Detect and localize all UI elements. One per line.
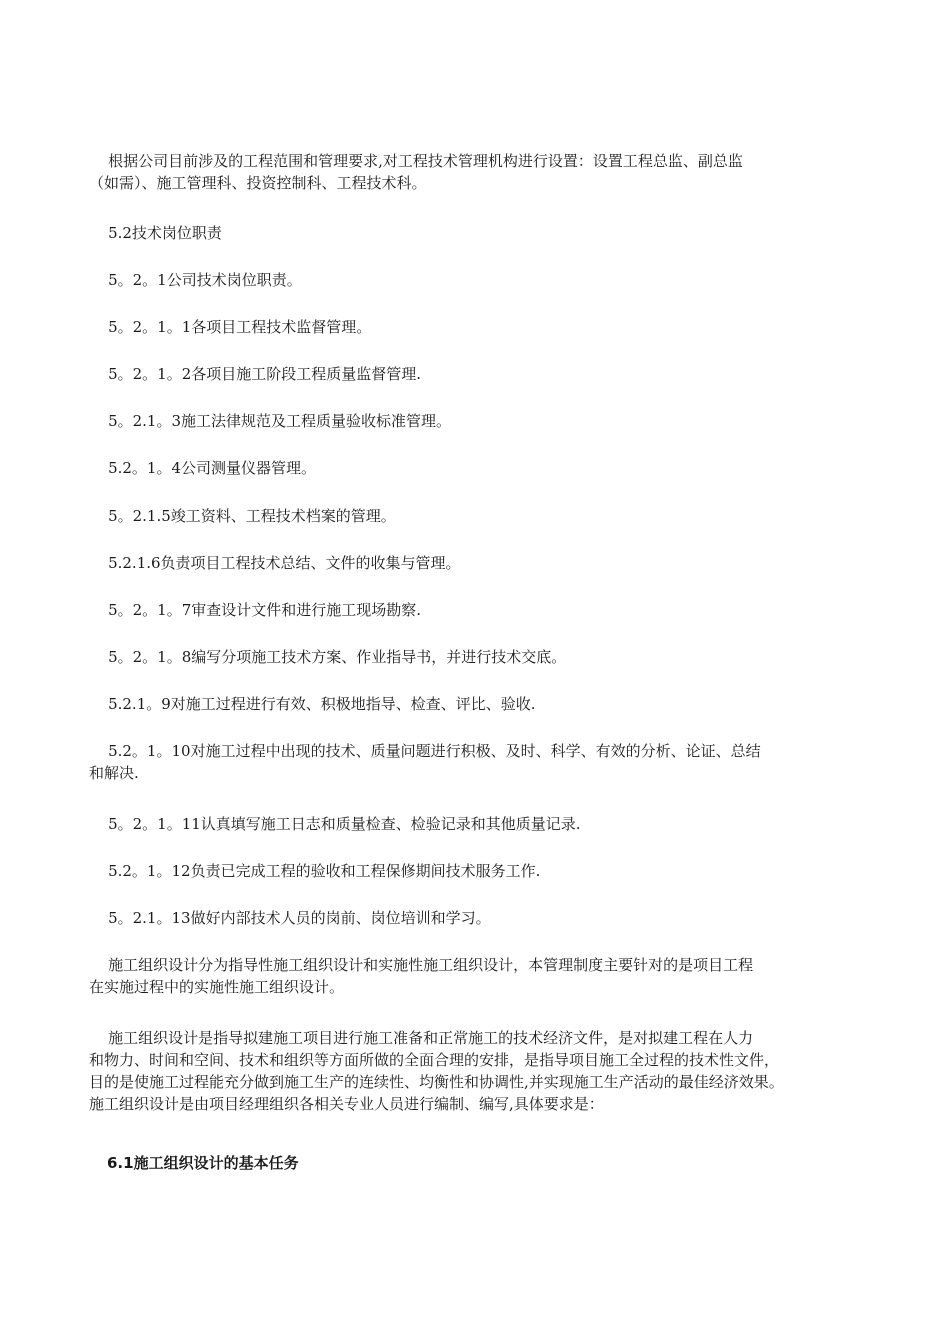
paragraph-5-2-1-2: 5。2。1。2各项目施工阶段工程质量监督管理. bbox=[89, 365, 422, 383]
section-heading-6-1: 6.1施工组织设计的基本任务 bbox=[107, 1154, 299, 1172]
paragraph-5-2-1-5: 5。2.1.5竣工资料、工程技术档案的管理。 bbox=[89, 507, 396, 525]
paragraph-5-2-1-9: 5.2.1。9对施工过程进行有效、积极地指导、检查、评比、验收. bbox=[89, 695, 536, 713]
paragraph-5-2-1-4: 5.2。1。4公司测量仪器管理。 bbox=[89, 459, 317, 477]
paragraph-5-2-1-11: 5。2。1。11认真填写施工日志和质量检查、检验记录和其他质量记录. bbox=[89, 815, 581, 833]
paragraph-5-2-1: 5。2。1公司技术岗位职责。 bbox=[89, 271, 302, 289]
paragraph-5-2-1-6: 5.2.1.6负责项目工程技术总结、文件的收集与管理。 bbox=[89, 554, 461, 572]
paragraph-5-2-1-7: 5。2。1。7审查设计文件和进行施工现场勘察. bbox=[89, 601, 422, 619]
paragraph-5-2: 5.2技术岗位职责 bbox=[89, 224, 222, 242]
paragraph-5-2-1-8: 5。2。1。8编写分项施工技术方案、作业指导书，并进行技术交底。 bbox=[89, 648, 567, 666]
paragraph-intro: 根据公司目前涉及的工程范围和管理要求,对工程技术管理机构进行设置：设置工程总监、副总监 （如需）、施工管理科、投资控制科、工程技术科。 bbox=[89, 152, 743, 192]
paragraph-5-2-1-13: 5。2.1。13做好内部技术人员的岗前、岗位培训和学习。 bbox=[89, 909, 491, 927]
paragraph-5-2-1-10: 5.2。1。10对施工过程中出现的技术、质量问题进行积极、及时、科学、有效的分析、论证、总结 和解决. bbox=[89, 742, 761, 782]
paragraph-design-types: 施工组织设计分为指导性施工组织设计和实施性施工组织设计，本管理制度主要针对的是项目工程 在实施过程中的实施性施工组织设计。 bbox=[89, 956, 754, 996]
paragraph-design-definition: 施工组织设计是指导拟建施工项目进行施工准备和正常施工的技术经济文件，是对拟建工程在人力 和物力、时间和空间、技术和组织等方面所做的全面合理的安排，是指导项目施工全过程的技术性文件， 目的是使施工过程能充分做到施工生产的连续性、均衡性和协调性,并实现施工生产活动的最佳经济效果。 施工组织设计是由项目经理组织各相关专业人员进行编制、编写,具体要求是： bbox=[89, 1029, 784, 1113]
paragraph-5-2-1-3: 5。2.1。3施工法律规范及工程质量验收标准管理。 bbox=[89, 412, 452, 430]
paragraph-5-2-1-1: 5。2。1。1各项目工程技术监督管理。 bbox=[89, 318, 372, 336]
paragraph-5-2-1-12: 5.2。1。12负责已完成工程的验收和工程保修期间技术服务工作. bbox=[89, 862, 541, 880]
